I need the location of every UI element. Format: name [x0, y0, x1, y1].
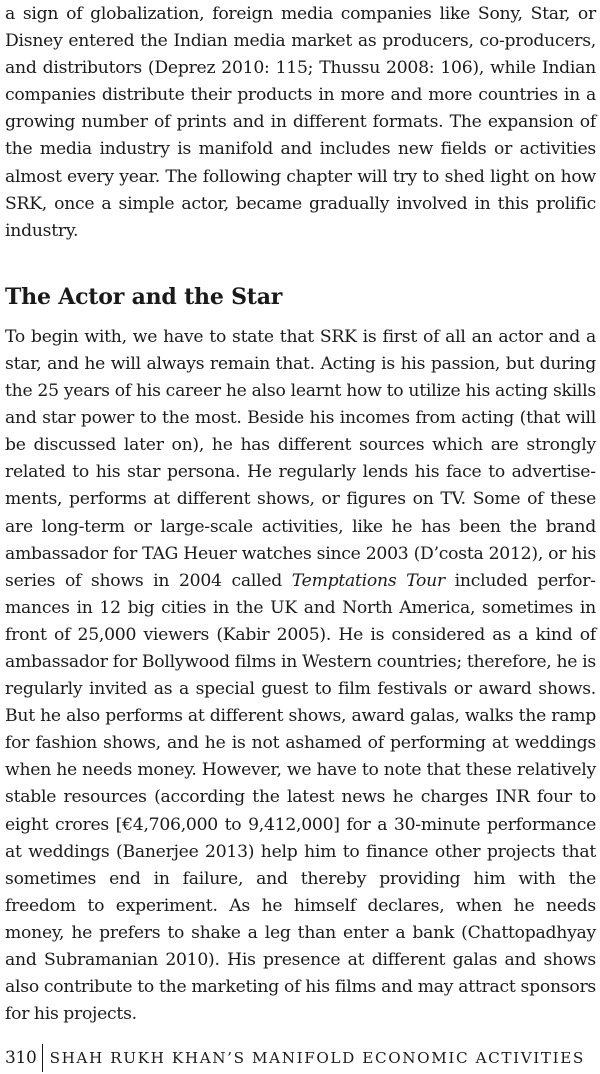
body-paragraph [5, 324, 596, 1028]
footer-divider [42, 1044, 43, 1072]
page-footer [5, 1043, 595, 1073]
running-head: SHAH RUKH KHAN’S MANIFOLD ECONOMIC ACTIVITIES [49, 1049, 585, 1067]
page-number: 310 [5, 1048, 37, 1068]
body-paragraph: a sign of globalization, foreign media companies like Sony, Star, or Disney entered the Indian media market as producers, co-producers, and distributors (Deprez 2010: 115; Thussu 2008: 106), while Indian companies distribute their products in more and more countries in a growing number of prints and in different formats. The expansion of the media industry is manifold and includes new fields or activities almost every year. The following chapter will try to shed light on how SRK, once a simple actor, became gradually involved in this prolific industry. [5, 4, 596, 241]
paragraph-text: included performances in 12 big cities in the UK and North America, sometimes in front of 25,000 viewers (Kabir 2005). He is considered as a kind of ambassador for Bollywood films in Western countries; therefore, he is regularly invited as a special guest to film festivals or award shows. But he also performs at different shows, award galas, walks the ramp for fashion shows, and he is not ashamed of performing at weddings when he needs money. However, we have to note that these relatively stable resources (according the latest news he charges INR four to eight crores [€4,706,000 to 9,412,000] for a 30-minute performance at weddings (Banerjee 2013) help him to finance other projects that sometimes end in failure, and thereby providing him with the freedom to experiment. As he himself declares, when he needs money, he prefers to shake a leg than enter a bank (Chattopadhyay and Subramanian 2010). His presence at different galas and shows also contribute to the marketing of his films and may attract sponsors for his projects. [5, 570, 596, 1025]
section-heading: The Actor and the Star [5, 283, 283, 310]
paragraph-text: To begin with, we have to state that SRK is first of all an actor and a star, and he will always remain that. Acting is his passion, but during the 25 years of his career he also learnt how to utilize his acting skills and star power to the most. Beside his incomes from acting (that will be discussed later on), he has different sources which are strongly related to his star persona. He regularly lends his face to advertisements, performs at different shows, or figures on TV. Some of these are long-term or large-scale activities, like he has been the brand ambassador for TAG Heuer watches since 2003 (D’costa 2012), or his series of shows in 2004 called [5, 326, 596, 591]
italic-title: Temptations Tour [291, 570, 445, 591]
book-page [5, 0, 596, 1028]
